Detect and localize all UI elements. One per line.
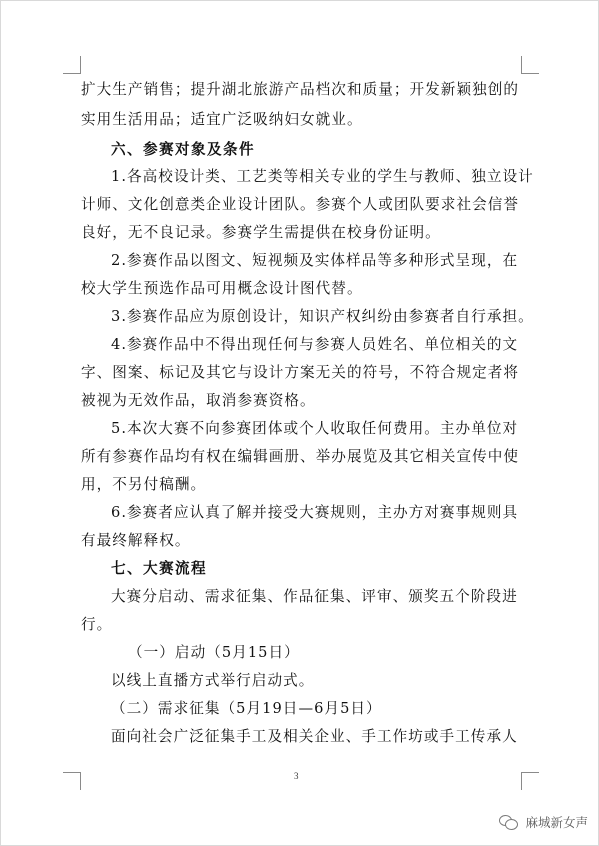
section-heading: 七、大赛流程 (111, 560, 207, 577)
body-line: 实用生活用品；适宜广泛吸纳妇女就业。 (81, 111, 363, 128)
body-line: 良好，无不良记录。参赛学生需提供在校身份证明。 (81, 224, 441, 241)
wechat-icon (499, 814, 519, 830)
body-line: 被视为无效作品，取消参赛资格。 (81, 392, 316, 409)
body-line: 所有参赛作品均有权在编辑画册、举办展览及其它相关宣传中使 (81, 448, 520, 465)
body-line: 扩大生产销售；提升湖北旅游产品档次和质量；开发新颖独创的 (81, 81, 520, 98)
body-line: 3.参赛作品应为原创设计，知识产权纠纷由参赛者自行承担。 (111, 308, 534, 325)
body-line: 2.参赛作品以图文、短视频及实体样品等多种形式呈现，在 (111, 252, 519, 269)
watermark-text: 麻城新女声 (525, 815, 588, 830)
body-line: 4.参赛作品中不得出现任何与参赛人员姓名、单位相关的文 (111, 336, 519, 353)
page-number: 3 (294, 771, 299, 781)
section-heading: 六、参赛对象及条件 (111, 141, 255, 158)
subsection-heading: （二）需求征集（5月19日—6月5日） (111, 700, 382, 717)
body-line: 字、图案、标记及其它与设计方案无关的符号，不符合规定者将 (81, 364, 520, 381)
body-line: 大赛分启动、需求征集、作品征集、评审、颁奖五个阶段进 (111, 588, 518, 605)
body-line: 面向社会广泛征集手工及相关企业、手工作坊或手工传承人 (111, 728, 518, 745)
body-line: 用，不另付稿酬。 (81, 476, 207, 493)
body-line: 计师、文化创意类企业设计团队。参赛个人或团队要求社会信誉 (81, 196, 520, 213)
body-line: 校大学生预选作品可用概念设计图代替。 (81, 280, 363, 297)
watermark (499, 813, 588, 831)
body-line: 5.本次大赛不向参赛团体或个人收取任何费用。主办单位对 (111, 420, 519, 437)
body-line: 有最终解释权。 (81, 532, 191, 549)
body-line: 以线上直播方式举行启动式。 (111, 672, 315, 689)
body-line: 行。 (81, 616, 113, 633)
body-line: 1.各高校设计类、工艺类等相关专业的学生与教师、独立设计 (111, 168, 534, 185)
subsection-heading: （一）启动（5月15日） (128, 644, 300, 661)
body-line: 6.参赛者应认真了解并接受大赛规则，主办方对赛事规则具 (111, 504, 519, 521)
